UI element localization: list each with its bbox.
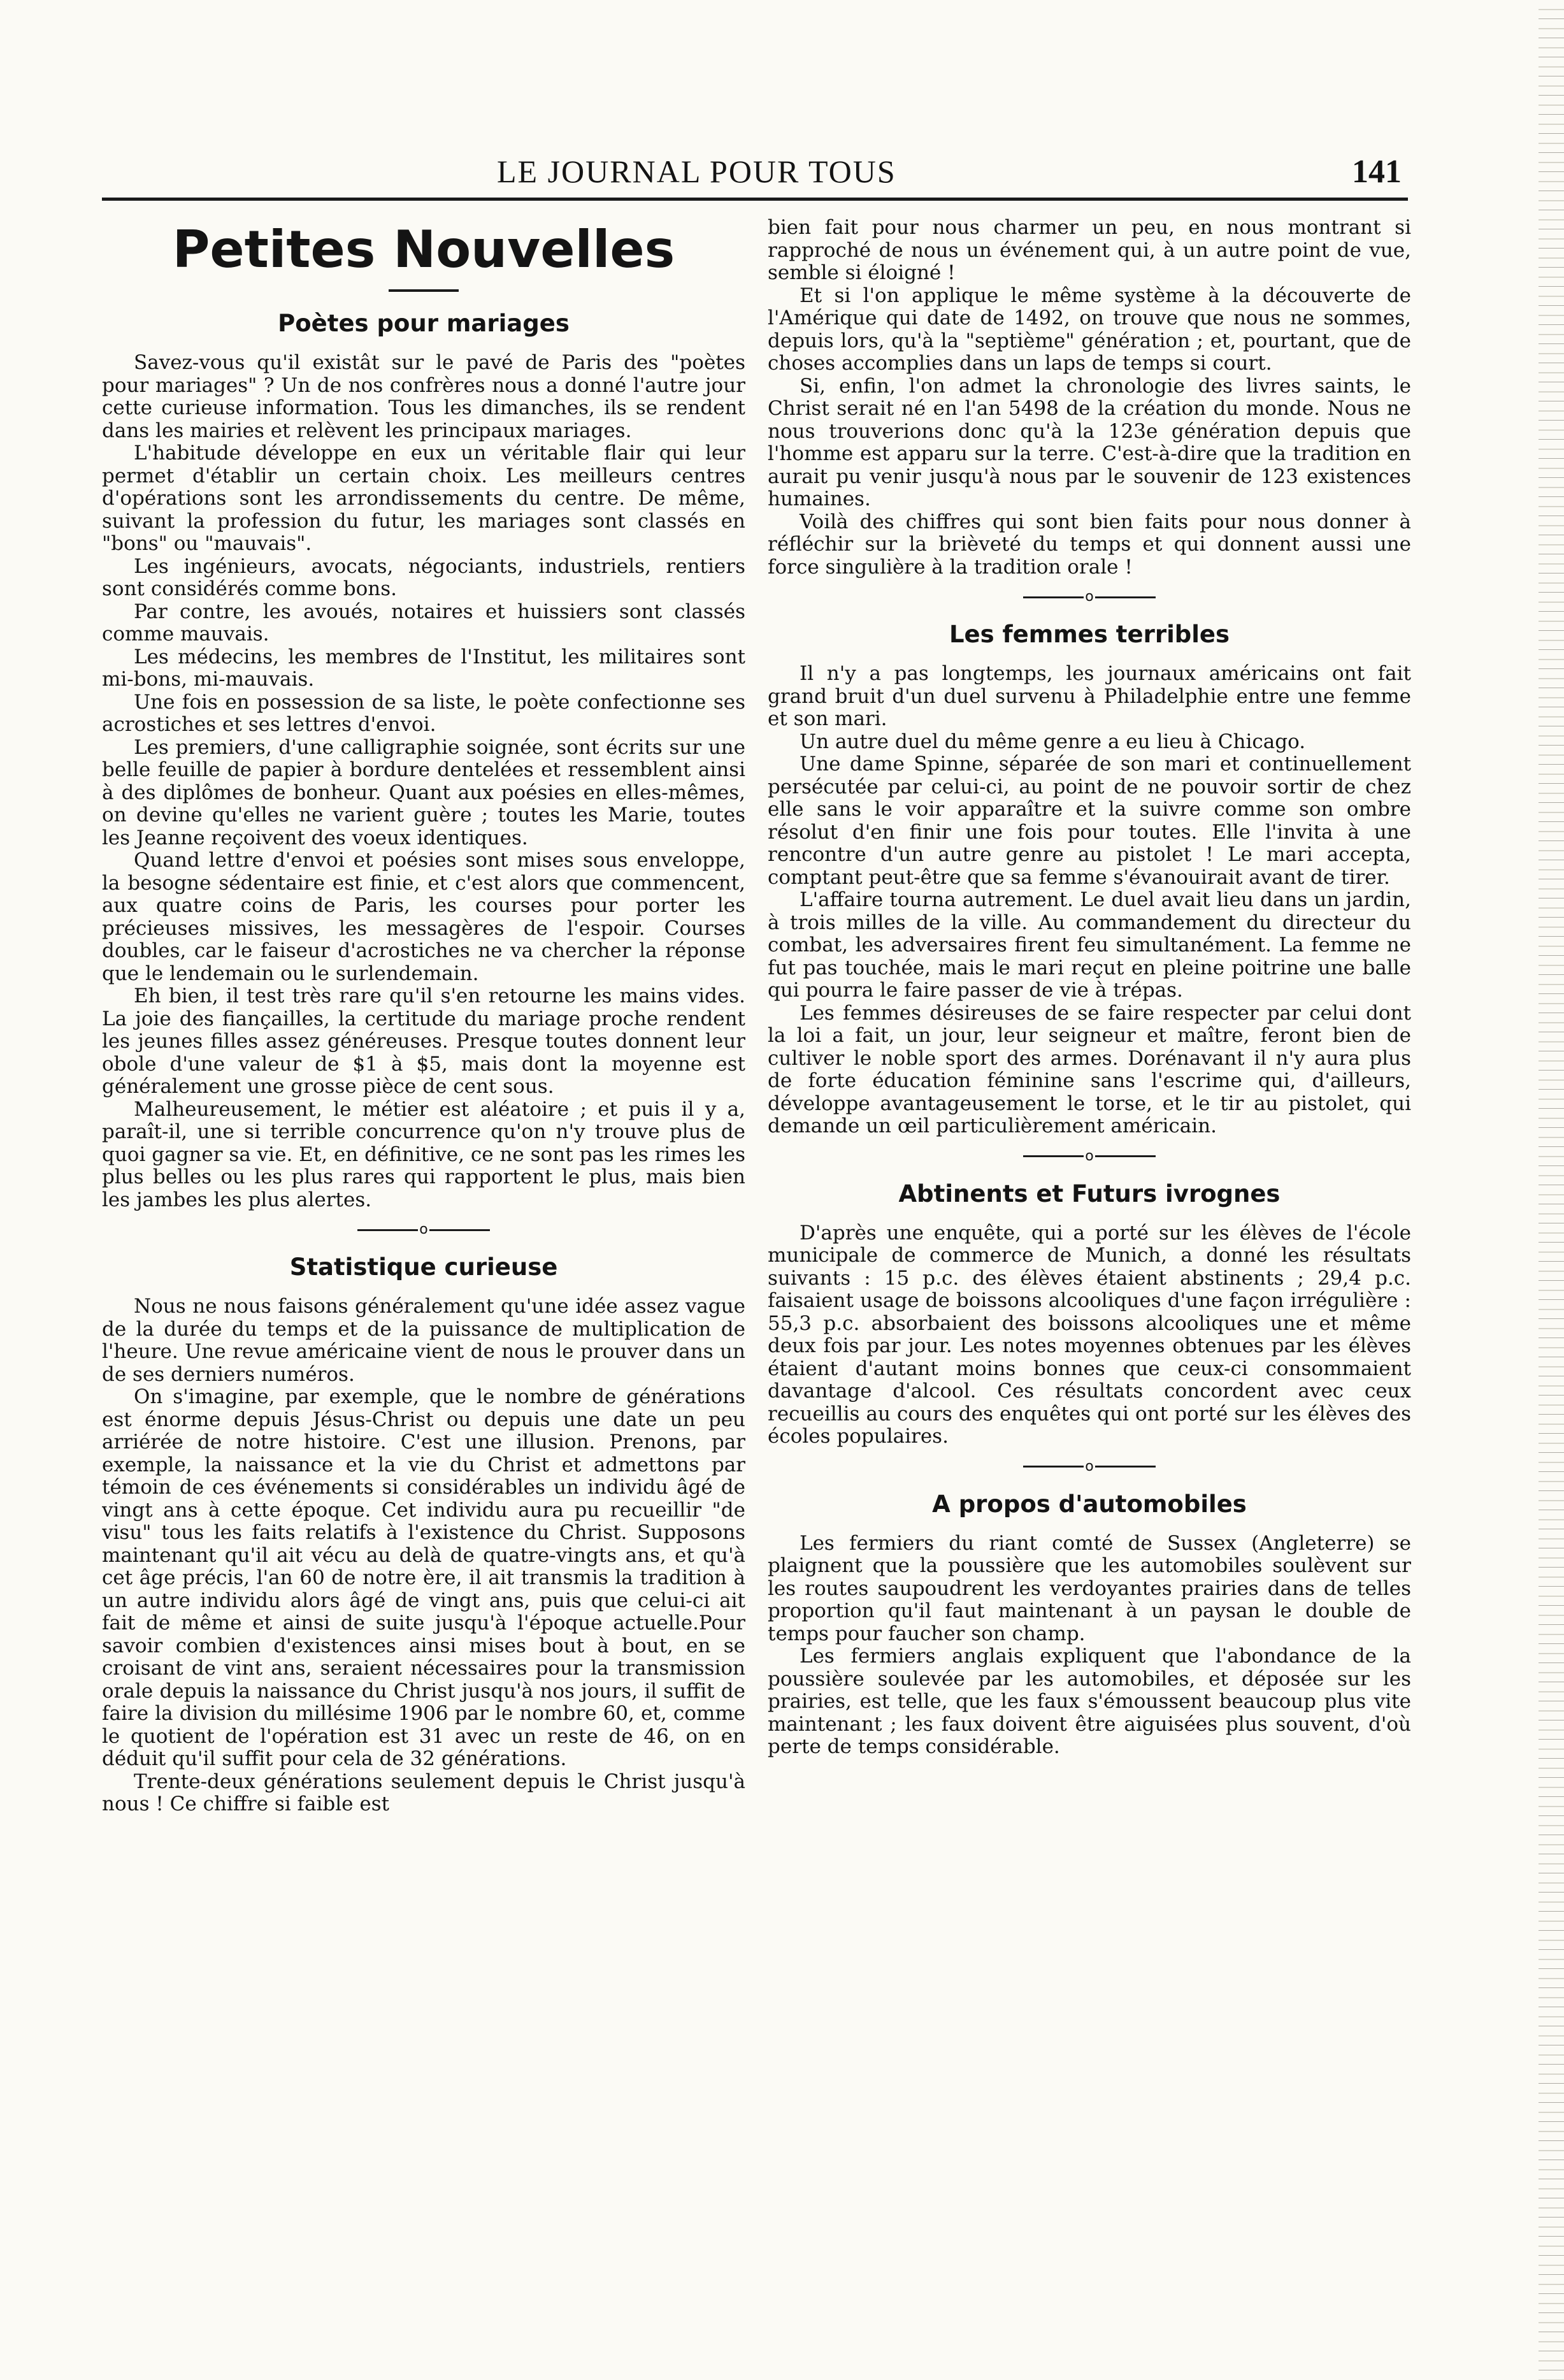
article-separator bbox=[102, 1223, 745, 1237]
paragraph: Une fois en possession de sa liste, le poète confectionne ses acrostiches et ses lettres d'envoi. bbox=[102, 690, 745, 736]
separator-line bbox=[1095, 1466, 1156, 1468]
right-column bbox=[768, 217, 1411, 2319]
separator-line bbox=[1023, 1155, 1084, 1157]
paragraph: Les médecins, les membres de l'Institut, les militaires sont mi-bons, mi-mauvais. bbox=[102, 645, 745, 691]
article-title-femmes: Les femmes terribles bbox=[949, 621, 1230, 648]
paragraph: Les ingénieurs, avocats, négociants, industriels, rentiers sont considérés comme bons. bbox=[102, 554, 745, 600]
separator-line bbox=[1023, 1466, 1084, 1468]
paragraph: bien fait pour nous charmer un peu, en nous montrant si rapproché de nous un événement qui, à un autre point de vue, semble si éloigné ! bbox=[768, 217, 1411, 284]
paragraph: L'habitude développe en eux un véritable flair qui leur permet d'établir un certain choix. Les meilleurs centres d'opérations sont les arrondissements du centre. De même, suivant la profession du futur, les mariages sont classés en "bons" ou "mauvais". bbox=[102, 442, 745, 555]
paragraph: Voilà des chiffres qui sont bien faits pour nous donner à réfléchir sur la brièveté du temps et qui donnent aussi une force singulière à la tradition orale ! bbox=[768, 510, 1411, 579]
article-title-automobiles: A propos d'automobiles bbox=[932, 1490, 1247, 1518]
separator-line bbox=[1095, 1155, 1156, 1157]
paragraph: Eh bien, il test très rare qu'il s'en retourne les mains vides. La joie des fiançailles, la certitude du mariage proche rendent les jeunes filles assez généreuses. Presque toutes donnent leur obole d'une valeur de $1 à $5, mais dont la moyenne est généralement une grosse pièce de cent sous. bbox=[102, 984, 745, 1098]
separator-mark: o bbox=[1085, 1458, 1094, 1475]
article-title-poetes: Poètes pour mariages bbox=[278, 310, 570, 337]
paragraph: Nous ne nous faisons généralement qu'une idée assez vague de la durée du temps et de la puissance de multiplication de l'heure. Une revue américaine vient de nous le prouver dans un de ses derniers numéros. bbox=[102, 1295, 745, 1386]
paragraph: L'affaire tourna autrement. Le duel avait lieu dans un jardin, à trois milles de la ville. Au commandement du directeur du combat, les adversaires firent feu simultanément. La femme ne fut pas touchée, mais le mari reçut en pleine poitrine une balle qui pourra le faire passer de vie à trépas. bbox=[768, 888, 1411, 1002]
separator-line bbox=[357, 1229, 418, 1231]
paragraph: Malheureusement, le métier est aléatoire ; et puis il y a, paraît-il, une si terrible concurrence qu'on n'y trouve plus de quoi gagner sa vie. Et, en définitive, ce ne sont pas les rimes les plus belles ou les plus rares qui rapportent le plus, mais bien les jambes les plus alertes. bbox=[102, 1097, 745, 1211]
separator-mark: o bbox=[1085, 1148, 1094, 1164]
paragraph: Un autre duel du même genre a eu lieu à Chicago. bbox=[800, 730, 1306, 753]
paragraph: D'après une enquête, qui a porté sur les élèves de l'école municipale de commerce de Munich, a donné les résultats suivants : 15 p.c. des élèves étaient abstinents ; 29,4 p.c. faisaient usage de boissons alcooliques d'une façon irrégulière : 55,3 p.c. absorbaient des boissons alcooliques une et même deux fois par jour. Les notes moyennes obtenues par les élèves étaient d'autant moins bonnes que ceux-ci consommaient davantage d'alcool. Ces résultats concordent avec ceux recueillis au cours des enquêtes qui ont porté sur les élèves des écoles populaires. bbox=[768, 1221, 1411, 1448]
page-number: 141 bbox=[1352, 154, 1402, 190]
paragraph: Si, enfin, l'on admet la chronologie des livres saints, le Christ serait né en l'an 5498 de la création du monde. Nous ne nous trouverions donc qu'à la 123e génération depuis que l'homme est apparu sur la terre. C'est-à-dire que la tradition en aurait pu venir jusqu'à nous par le souvenir de 123 existences humaines. bbox=[768, 374, 1411, 510]
article-title-statistique: Statistique curieuse bbox=[289, 1253, 558, 1281]
paragraph: Une dame Spinne, séparée de son mari et continuellement persécutée par celui-ci, au point de ne pouvoir sortir de chez elle sans le voir apparaître et la suivre comme son ombre résolut d'en finir une fois pour toutes. Elle l'invita à une rencontre d'un autre genre au pistolet ! Le mari accepta, comptant peut-être que sa femme s'évanouirait avant de tirer. bbox=[768, 753, 1411, 889]
paragraph: Quand lettre d'envoi et poésies sont mises sous enveloppe, la besogne sédentaire est finie, et c'est alors que commencent, aux quatre coins de Paris, les courses pour porter les précieuses missives, les messagères de l'espoir. Courses doubles, car le faiseur d'acrostiches ne va chercher la réponse que le lendemain ou le surlendemain. bbox=[102, 849, 745, 985]
paragraph: Il n'y a pas longtemps, les journaux américains ont fait grand bruit d'un duel survenu à Philadelphie entre une femme et son mari. bbox=[768, 662, 1411, 730]
separator-mark: o bbox=[419, 1222, 428, 1237]
paragraph: Les fermiers du riant comté de Sussex (Angleterre) se plaignent que la poussière que les automobiles soulèvent sur les routes saupoudrent les verdoyantes prairies dans de telles proportion qu'il faut maintenant à un paysan le double de temps pour faucher son champ. bbox=[768, 1531, 1411, 1645]
article-separator bbox=[768, 1460, 1411, 1474]
separator-line bbox=[1095, 596, 1156, 598]
paragraph: Les fermiers anglais expliquent que l'abondance de la poussière soulevée par les automobiles, et déposée sur les prairies, est telle, que les faux s'émoussent beaucoup plus vite maintenant ; les faux doivent être aiguisées plus souvent, d'où perte de temps considérable. bbox=[768, 1645, 1411, 1758]
running-title: LE JOURNAL POUR TOUS bbox=[497, 154, 896, 189]
left-column bbox=[102, 217, 745, 2319]
separator-mark: o bbox=[1085, 589, 1094, 605]
paragraph: Et si l'on applique le même système à la découverte de l'Amérique qui date de 1492, on trouve que nous ne sommes, depuis lors, qu'à la "septième" génération ; et, pourtant, que de choses accomplies dans un laps de temps si court. bbox=[768, 284, 1411, 375]
article-separator bbox=[768, 590, 1411, 604]
separator-line bbox=[429, 1229, 490, 1231]
title-rule bbox=[389, 289, 459, 292]
separator-line bbox=[1023, 596, 1084, 598]
paragraph: Par contre, les avoués, notaires et huissiers sont classés comme mauvais. bbox=[102, 600, 745, 645]
paragraph: Savez-vous qu'il existât sur le pavé de Paris des "poètes pour mariages" ? Un de nos confrères nous a donné l'autre jour cette curieuse information. Tous les dimanches, ils se rendent dans les mairies et relèvent les principaux mariages. bbox=[102, 351, 745, 442]
paragraph: On s'imagine, par exemple, que le nombre de générations est énorme depuis Jésus-Christ ou depuis une date un peu arriérée de notre histoire. C'est une illusion. Prenons, par exemple, la naissance et la vie du Christ et admettons par témoin de ces événements si considérables un individu âgé de vingt ans à cette époque. Cet individu aura pu recueillir "de visu" tous les faits relatifs à l'existence du Christ. Supposons maintenant qu'il ait vécu au delà de quatre-vingts ans, et qu'à cet âge précis, l'an 60 de notre ère, il ait transmis la tradition à un autre individu alors âgé de vingt ans, puis que celui-ci ait fait de même et ainsi de suite jusqu'à l'époque actuelle.Pour savoir combien d'existences ainsi mises bout à bout, en se croisant de vint ans, seraient nécessaires pour la transmission orale depuis la naissance du Christ jusqu'à nos jours, il suffit de faire la division du millésime 1906 par le nombre 60, et, comme le quotient de l'opération est 31 avec un reste de 46, on en déduit qu'il suffit pour cela de 32 générations. bbox=[102, 1385, 745, 1770]
article-title-abtinents: Abtinents et Futurs ivrognes bbox=[898, 1179, 1281, 1208]
section-title: Petites Nouvelles bbox=[172, 220, 675, 279]
paragraph: Les femmes désireuses de se faire respecter par celui dont la loi a fait, un jour, leur seigneur et maître, feront bien de cultiver le noble sport des armes. Dorénavant il n'y aura plus de forte éducation féminine sans l'escrime qui, d'ailleurs, développe avantageusement le torse, et le tir au pistolet, qui demande un œil particulièrement américain. bbox=[768, 1001, 1411, 1137]
page-header bbox=[102, 153, 1408, 201]
article-separator bbox=[768, 1150, 1411, 1164]
paragraph: Les premiers, d'une calligraphie soignée, sont écrits sur une belle feuille de papier à bordure dentelées et ressemblent ainsi à des diplômes de bonheur. Quant aux poésies en elles-mêmes, on devine qu'elles ne varient guère ; toutes les Marie, toutes les Jeanne reçoivent des voeux identiques. bbox=[102, 735, 745, 849]
paragraph: Trente-deux générations seulement depuis le Christ jusqu'à nous ! Ce chiffre si faible est bbox=[102, 1770, 745, 1815]
scan-edge bbox=[1539, 0, 1564, 2380]
